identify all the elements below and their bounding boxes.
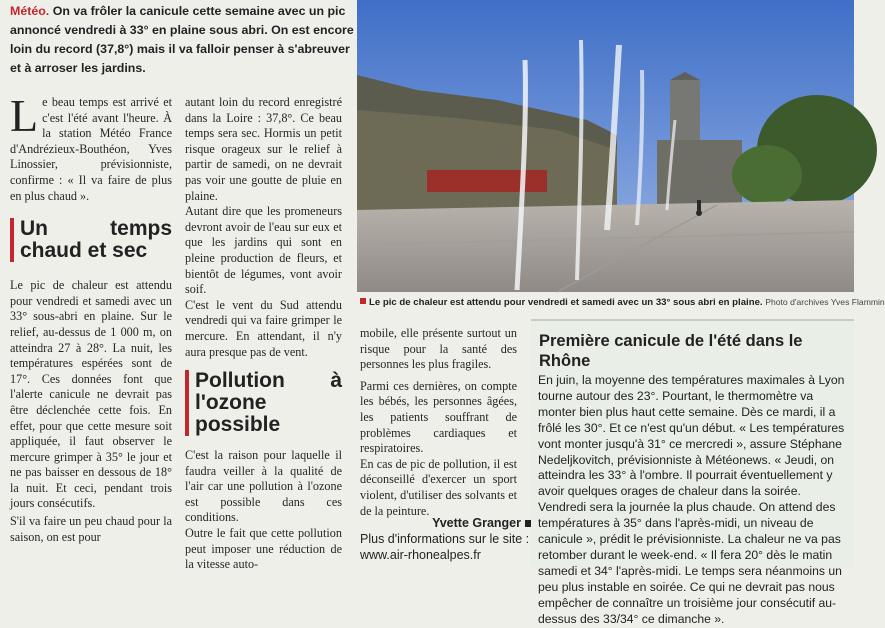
subheading-temps-chaud: Un temps chaud et sec <box>10 218 172 262</box>
kicker-label: Météo. <box>10 4 50 18</box>
article-column-3 <box>360 326 517 519</box>
body-paragraph: C'est le vent du Sud attendu vendredi qui va faire grimper le mercure. En attendant, il n'y aura presque pas de vent. <box>185 297 342 359</box>
body-paragraph: Autant dire que les promeneurs devront avoir de l'eau sur eux et que les jardins qui sont en pleine production de fleurs, et bientôt de légumes, vont avoir soif. <box>185 204 342 297</box>
subheading-pollution: Pollution à l'ozone possible <box>185 370 342 436</box>
body-paragraph: S'il va faire un peu chaud pour la saison, on est pour <box>10 514 172 544</box>
fountain-square-photo <box>357 0 854 292</box>
more-info-url: www.air-rhonealpes.fr <box>360 548 481 562</box>
body-paragraph: Le pic de chaleur est attendu pour vendredi et samedi avec un 33° sous-abri en plaine. Sur le relief, au-dessus de 1 000 m, on atteindra 27 à 28°. La nuit, les températures espérées sont de 17°. Ces données font que l'alerte canicule ne devrait pas être déclenchée cette fois. En effet, pour que cette mesure soit appliquée, il faut observer le mercure grimper à 35° le jour et ne pas baisser en dessous de 18° la nuit. Et ceci, pendant trois jours consécutifs. <box>10 278 172 511</box>
body-paragraph: C'est la raison pour laquelle il faudra veiller à la qualité de l'air car une pollution à l'ozone est possible dans ces conditions. <box>185 448 342 525</box>
author-name: Yvette Granger <box>432 516 521 530</box>
intro-chapo <box>10 2 355 78</box>
body-paragraph: autant loin du record enregistré dans la Loire : 37,8°. Ce beau temps sera sec. Hormis un petit risque orageux sur le relief à partir de samedi, on ne devrait pas voir une goutte de pluie en plaine. <box>185 95 342 203</box>
body-paragraph: Parmi ces dernières, on compte les bébés, les personnes âgées, les patients souffrant de problèmes cardiaques et respiratoires. <box>360 378 517 456</box>
photo-credit: Photo d'archives Yves Flammin <box>765 297 885 307</box>
lead-paragraph: e beau temps est arrivé et c'est l'été avant l'heure. À la station Météo France d'Andrézieux-Bouthéon, Yves Linossier, prévisionniste, confirme : « Il va faire de plus en plus chaud ». <box>10 95 172 203</box>
body-paragraph: En cas de pic de pollution, il est déconseillé d'exercer un sport violent, d'utiliser des solvants et de la peinture. <box>360 456 517 518</box>
drop-cap: L <box>10 90 39 141</box>
more-info <box>360 531 530 563</box>
box-body: En juin, la moyenne des températures maximales à Lyon tourne autour des 23°. Pourtant, le thermomètre va monter bien plus haut cette semaine. Dès ce mardi, il a frôlé les 30°. Et ce n'est qu'un début. « Les températures vont monter jusqu'à 31° ce mercredi », assure Stéphane Nedeljkovitch, prévisionniste à Météonews. « Jeudi, on atteindra les 33° à l'ombre. Il pourrait éventuellement y avoir quelques orages de chaleur dans la soirée. Vendredi sera la journée la plus chaude. On attend des températures à 35° dans l'après-midi, un niveau de canicule », prédit le prévisionniste. La chaleur ne va pas retomber durant le week-end. « Il fera 20° dès le matin samedi et 34° l'après-midi. Le temps sera néanmoins un peu plus instable en soirée. Ce qui ne devrait pas nous empêcher de connaître un troisième jour consécutif au-dessus des 33/34° ce dimanche ». <box>538 373 845 626</box>
body-paragraph: Outre le fait que cette pollution peut imposer une réduction de la vitesse auto- <box>185 526 342 572</box>
article-column-2 <box>185 95 342 573</box>
more-info-label: Plus d'informations sur le site : <box>360 532 530 546</box>
sidebar-box-rhone <box>531 319 854 626</box>
caption-square-icon <box>360 298 366 304</box>
author-signature <box>432 516 532 530</box>
box-title: Première canicule de l'été dans le Rhône <box>539 332 803 370</box>
caption-text: Le pic de chaleur est attendu pour vendredi et samedi avec un 33° sous abri en plaine. <box>369 297 763 308</box>
body-paragraph: mobile, elle présente surtout un risque pour la santé des personnes les plus fragiles. <box>360 326 517 372</box>
intro-text: On va frôler la canicule cette semaine avec un pic annoncé vendredi à 33° en plaine sous abri. On est encore loin du record (37,8°) mais il va falloir penser à s'abreuver et à arroser les jardins. <box>10 4 354 75</box>
photo-caption <box>360 294 885 310</box>
photo-illustration <box>357 0 854 292</box>
article-column-1 <box>10 90 172 545</box>
